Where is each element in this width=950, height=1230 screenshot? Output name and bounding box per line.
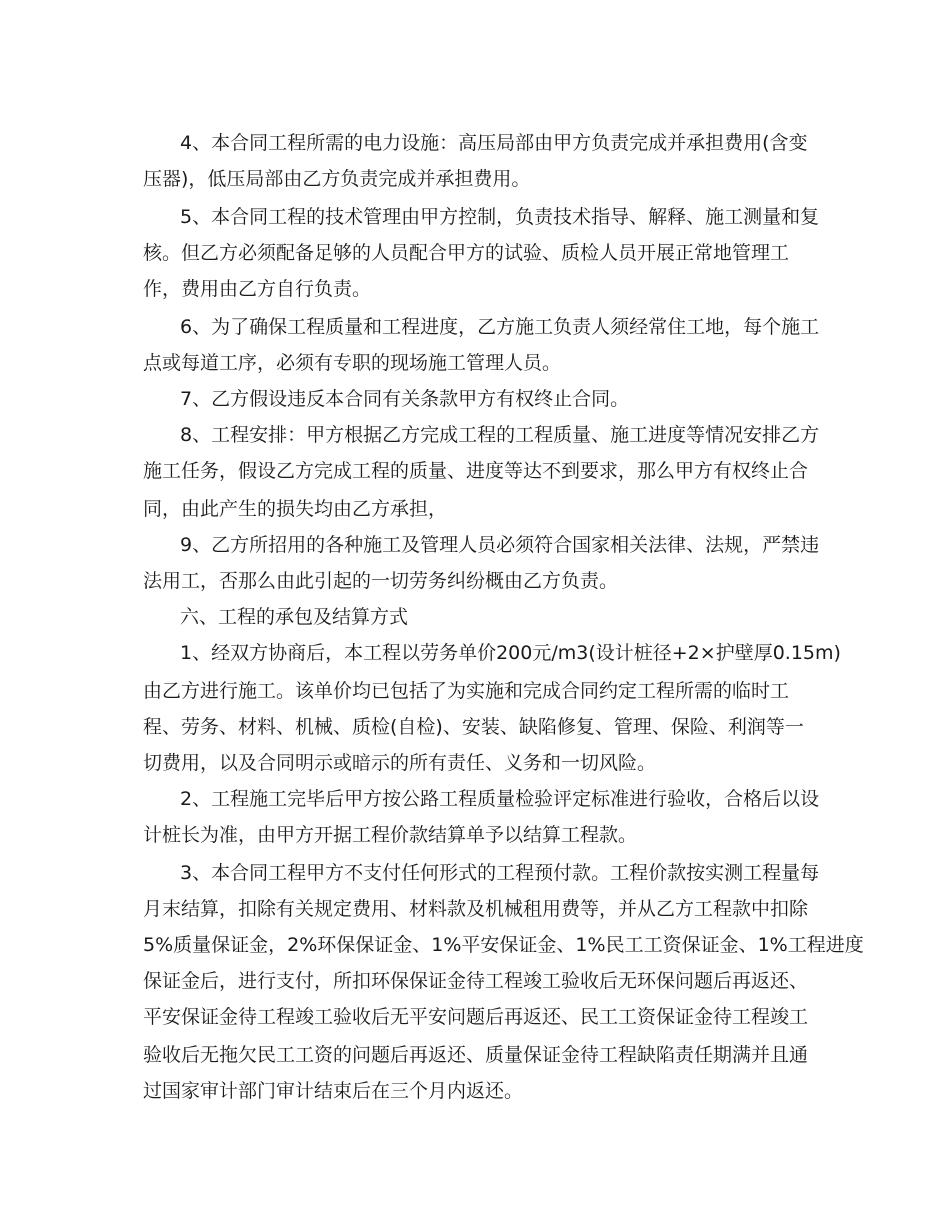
text-line: 3、本合同工程甲方不支付任何形式的工程预付款。工程价款按实测工程量每: [180, 862, 820, 884]
text-line: 6、为了确保工程质量和工程进度，乙方施工负责人须经常住工地，每个施工: [180, 316, 820, 338]
text-line: 作，费用由乙方自行负责。: [143, 278, 372, 300]
text-line: 平安保证金待工程竣工验收后无平安问题后再返还、民工工资保证金待工程竣工: [143, 1006, 809, 1028]
text-line: 4、本合同工程所需的电力设施：高压局部由甲方负责完成并承担费用(含变: [180, 132, 808, 154]
text-line: 8、工程安排：甲方根据乙方完成工程的工程质量、施工进度等情况安排乙方: [180, 424, 820, 446]
text-line: 法用工，否那么由此引起的一切劳务纠纷概由乙方负责。: [143, 570, 619, 592]
text-line: 压器)，低压局部由乙方负责完成并承担费用。: [143, 168, 531, 190]
text-line: 5%质量保证金，2%环保保证金、1%平安保证金、1%民工工资保证金、1%工程进度: [143, 934, 864, 956]
text-line: 核。但乙方必须配备足够的人员配合甲方的试验、质检人员开展正常地管理工: [143, 242, 790, 264]
text-line: 点或每道工序，必须有专职的现场施工管理人员。: [143, 352, 562, 374]
text-line: 月末结算，扣除有关规定费用、材料款及机械租用费等，并从乙方工程款中扣除: [143, 898, 809, 920]
text-line: 1、经双方协商后，本工程以劳务单价200元/m3(设计桩径+2×护壁厚0.15m): [180, 642, 841, 664]
text-line: 9、乙方所招用的各种施工及管理人员必须符合国家相关法律、法规，严禁违: [180, 534, 820, 556]
text-line: 过国家审计部门审计结束后在三个月内返还。: [143, 1080, 524, 1102]
text-line: 计桩长为准，由甲方开据工程价款结算单予以结算工程款。: [143, 824, 638, 846]
text-line: 验收后无拖欠民工工资的问题后再返还、质量保证金待工程缺陷责任期满并且通: [143, 1044, 809, 1066]
section-heading: 六、工程的承包及结算方式: [180, 606, 409, 628]
text-line: 2、工程施工完毕后甲方按公路工程质量检验评定标准进行验收，合格后以设: [180, 788, 820, 810]
text-line: 由乙方进行施工。该单价均已包括了为实施和完成合同约定工程所需的临时工: [143, 680, 790, 702]
text-line: 保证金后，进行支付，所扣环保保证金待工程竣工验收后无环保问题后再返还、: [143, 970, 809, 992]
text-line: 7、乙方假设违反本合同有关条款甲方有权终止合同。: [180, 388, 630, 410]
text-line: 施工任务，假设乙方完成工程的质量、进度等达不到要求，那么甲方有权终止合: [143, 460, 809, 482]
text-line: 切费用，以及合同明示或暗示的所有责任、义务和一切风险。: [143, 752, 657, 774]
text-line: 同，由此产生的损失均由乙方承担，: [143, 498, 448, 520]
text-line: 程、劳务、材料、机械、质检(自检)、安装、缺陷修复、管理、保险、利润等一: [143, 716, 804, 738]
text-line: 5、本合同工程的技术管理由甲方控制，负责技术指导、解释、施工测量和复: [180, 206, 820, 228]
